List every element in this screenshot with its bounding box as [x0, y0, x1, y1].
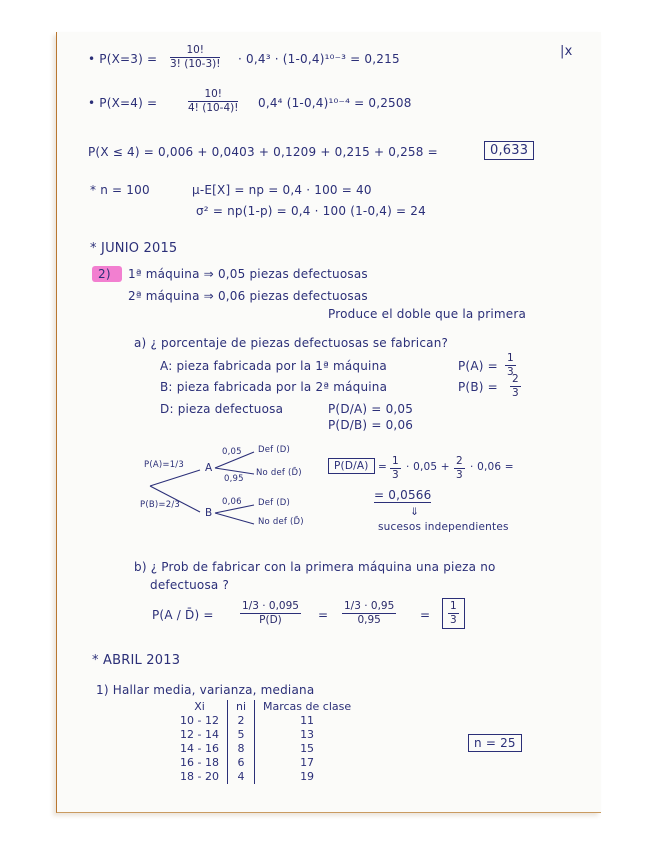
pb-num: 2	[512, 373, 519, 385]
tree-a-nodef-p: 0,95	[224, 474, 244, 484]
bayes-eq2: =	[420, 608, 431, 622]
pd-mid: · 0,05 +	[406, 461, 450, 473]
cell-ni: 5	[227, 728, 254, 742]
pd-f2-num: 2	[456, 455, 463, 467]
variance-line: σ² = np(1-p) = 0,4 · 100 (1-0,4) = 24	[196, 204, 426, 218]
bayes-fraction2	[342, 600, 396, 627]
cell-ni: 2	[227, 714, 254, 728]
cell-ni: 4	[227, 770, 254, 784]
cumulative-result: 0,633	[484, 141, 534, 160]
pd-tail: · 0,06 =	[470, 461, 514, 473]
pd-f1-num: 1	[392, 455, 399, 467]
question-a: a) ¿ porcentaje de piezas defectuosas se fabrican?	[134, 336, 449, 350]
bayes-eq: =	[318, 608, 329, 622]
table-row	[172, 756, 359, 770]
n-total: n = 25	[468, 734, 522, 752]
tree-b-def: Def (D)	[258, 498, 291, 508]
cell-marca: 19	[300, 770, 315, 783]
bayes-res-den: 3	[450, 614, 457, 626]
pd-frac2	[454, 455, 465, 482]
tree-a-def-p: 0,05	[222, 447, 242, 457]
tree-b-def-p: 0,06	[222, 497, 242, 507]
bayes-num: 1/3 · 0,095	[242, 600, 299, 612]
bayes-den2: 0,95	[357, 614, 381, 626]
cell-xi: 10 - 12	[172, 714, 227, 728]
p-d-given-a: P(D/A) = 0,05	[328, 402, 414, 416]
abril-heading: * ABRIL 2013	[92, 653, 181, 668]
question-b-line1: b) ¿ Prob de fabricar con la primera máquina una pieza no	[134, 560, 496, 574]
px4-den: 4! (10-4)!	[188, 102, 239, 114]
tree-pa: P(A)=1/3	[144, 460, 184, 470]
pd-result: = 0,0566	[374, 488, 432, 502]
table-row	[172, 742, 359, 756]
machine1-line: 1ª máquina ⇒ 0,05 piezas defectuosas	[128, 267, 368, 281]
bayes-result	[442, 598, 465, 629]
table-row	[172, 770, 359, 784]
px4-rest: 0,4⁴ (1-0,4)¹⁰⁻⁴ = 0,2508	[258, 96, 412, 110]
tree-b-nodef: No def (D̄)	[258, 517, 304, 527]
question-b-line2: defectuosa ?	[150, 578, 230, 592]
cell-ni: 8	[227, 742, 254, 756]
table-header-row	[172, 700, 359, 714]
table-row	[172, 728, 359, 742]
tree-a-def: Def (D)	[258, 445, 291, 455]
pa-den: 3	[507, 366, 514, 378]
problem-number: 2)	[98, 267, 111, 281]
cell-marca: 11	[300, 714, 315, 727]
pd-frac1	[390, 455, 401, 482]
px4-num: 10!	[188, 88, 238, 102]
bayes-res-num: 1	[450, 600, 457, 612]
px3-label: • P(X=3) =	[88, 52, 158, 66]
pd-box: P(D/A)	[328, 458, 375, 474]
n-note: * n = 100	[90, 183, 150, 197]
event-d: D: pieza defectuosa	[160, 402, 284, 416]
pd-note: sucesos independientes	[378, 521, 509, 533]
tree-node-b: B	[205, 507, 213, 519]
px3-rest: · 0,4³ · (1-0,4)¹⁰⁻³ = 0,215	[238, 52, 400, 66]
pa-num: 1	[507, 352, 514, 364]
bayes-den: P(D̄)	[259, 614, 282, 626]
bayes-num2: 1/3 · 0,95	[344, 600, 395, 612]
col-header-ni: ni	[227, 700, 254, 714]
frequency-table	[172, 700, 359, 784]
cell-xi: 12 - 14	[172, 728, 227, 742]
pd-eq: =	[378, 461, 387, 473]
mean-line: μ-E[X] = np = 0,4 · 100 = 40	[192, 183, 372, 197]
px3-den: 3! (10-3)!	[170, 58, 221, 70]
cell-xi: 14 - 16	[172, 742, 227, 756]
junio-heading: * JUNIO 2015	[90, 241, 178, 256]
p-d-given-b: P(D/B) = 0,06	[328, 418, 414, 432]
pb-den: 3	[512, 387, 519, 399]
tree-pb: P(B)=2/3	[140, 500, 180, 510]
pd-arrow: ⇓	[410, 506, 419, 518]
bayes-fraction1	[240, 600, 301, 627]
cell-marca: 13	[300, 728, 315, 741]
cell-marca: 17	[300, 756, 315, 769]
event-b: B: pieza fabricada por la 2ª máquina	[160, 380, 388, 394]
pd-f1-den: 3	[392, 469, 399, 481]
cell-marca: 15	[300, 742, 315, 755]
table-row	[172, 714, 359, 728]
px3-num: 10!	[170, 44, 220, 58]
pd-f2-den: 3	[456, 469, 463, 481]
tree-branch-b-nodef	[215, 513, 254, 524]
cell-xi: 16 - 18	[172, 756, 227, 770]
pb-label: P(B) =	[458, 380, 498, 394]
pa-label: P(A) =	[458, 359, 498, 373]
bayes-label: P(A / D̄) =	[152, 608, 214, 622]
machine2-line: 2ª máquina ⇒ 0,06 piezas defectuosas	[128, 289, 368, 303]
machine2-note: Produce el doble que la primera	[328, 307, 527, 321]
tree-a-nodef: No def (D̄)	[256, 468, 302, 478]
px4-label: • P(X=4) =	[88, 96, 158, 110]
col-header-xi: Xi	[172, 700, 227, 714]
col-header-marcas: Marcas de clase	[263, 700, 352, 713]
cell-ni: 6	[227, 756, 254, 770]
abril-problem: 1) Hallar media, varianza, mediana	[96, 683, 315, 697]
tree-node-a: A	[205, 462, 213, 474]
tree-branch-a	[150, 470, 200, 486]
corner-mark: |x	[560, 44, 573, 59]
cumulative-line: P(X ≤ 4) = 0,006 + 0,0403 + 0,1209 + 0,215 + 0,258 =	[88, 145, 438, 159]
event-a: A: pieza fabricada por la 1ª máquina	[160, 359, 387, 373]
cell-xi: 18 - 20	[172, 770, 227, 784]
